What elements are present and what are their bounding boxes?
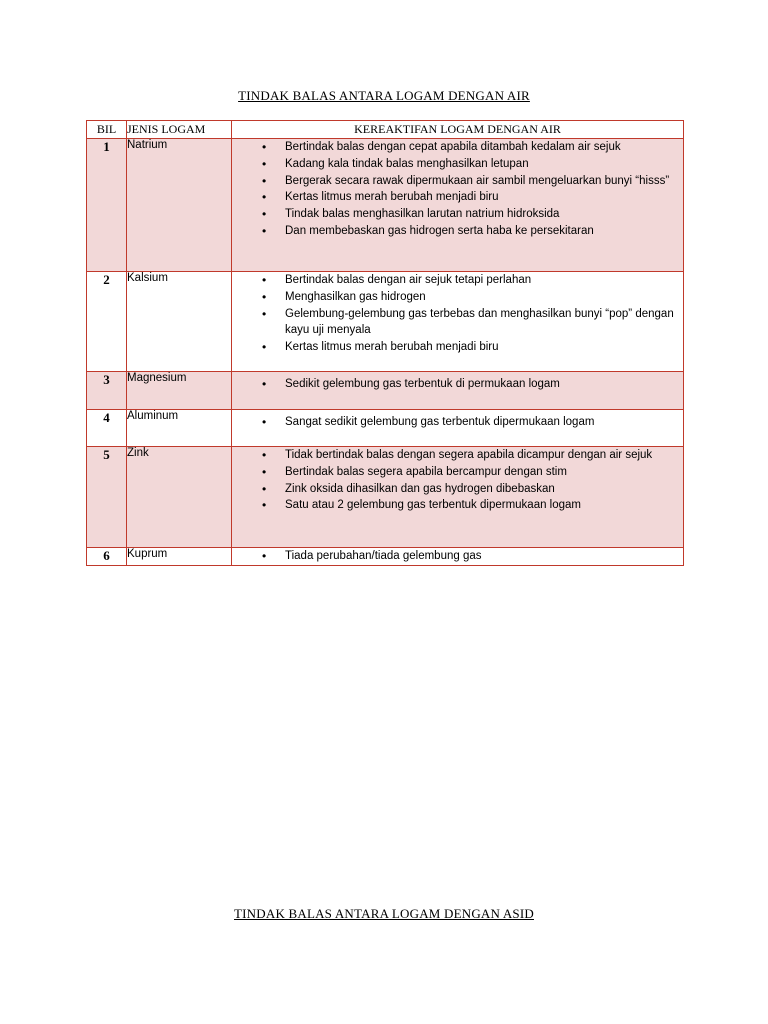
row-number: 1 — [87, 139, 127, 272]
row-number: 2 — [87, 272, 127, 372]
row-number: 3 — [87, 372, 127, 410]
reactivity-cell — [232, 139, 684, 272]
reactivity-table — [86, 120, 684, 566]
reactivity-list — [232, 376, 683, 393]
table-row — [87, 548, 684, 566]
table-row — [87, 272, 684, 372]
list-item: • Satu atau 2 gelembung gas terbentuk dipermukaan logam — [232, 497, 677, 514]
metal-name: Aluminum — [127, 410, 232, 447]
table-header-row — [87, 121, 684, 139]
header-kereaktifan: KEREAKTIFAN LOGAM DENGAN AIR — [232, 121, 684, 139]
reactivity-cell — [232, 272, 684, 372]
row-number: 6 — [87, 548, 127, 566]
reactivity-cell — [232, 548, 684, 566]
reactivity-cell — [232, 372, 684, 410]
list-item: • Tindak balas menghasilkan larutan natrium hidroksida — [232, 206, 677, 223]
table-row — [87, 372, 684, 410]
reactivity-list — [232, 272, 683, 356]
list-item: • Kertas litmus merah berubah menjadi biru — [232, 339, 677, 356]
list-item: • Tidak bertindak balas dengan segera apabila dicampur dengan air sejuk — [232, 447, 677, 464]
reactivity-list — [232, 414, 683, 431]
list-item: • Bertindak balas dengan air sejuk tetapi perlahan — [232, 272, 677, 289]
reactivity-list — [232, 548, 683, 565]
table-row — [87, 410, 684, 447]
list-item: • Bertindak balas dengan cepat apabila ditambah kedalam air sejuk — [232, 139, 677, 156]
list-item: • Bergerak secara rawak dipermukaan air sambil mengeluarkan bunyi “hisss” — [232, 173, 677, 190]
reactivity-cell — [232, 447, 684, 548]
list-item: • Zink oksida dihasilkan dan gas hydrogen dibebaskan — [232, 481, 677, 498]
metal-name: Zink — [127, 447, 232, 548]
list-item: • Sangat sedikit gelembung gas terbentuk dipermukaan logam — [232, 414, 677, 431]
header-bil: BIL — [87, 121, 127, 139]
metal-name: Kalsium — [127, 272, 232, 372]
list-item: • Gelembung-gelembung gas terbebas dan menghasilkan bunyi “pop” dengan kayu uji menyala — [232, 306, 677, 340]
list-item: • Tiada perubahan/tiada gelembung gas — [232, 548, 677, 565]
list-item: • Dan membebaskan gas hidrogen serta haba ke persekitaran — [232, 223, 677, 240]
metal-name: Kuprum — [127, 548, 232, 566]
reactivity-cell — [232, 410, 684, 447]
reactivity-list — [232, 447, 683, 514]
metal-name: Magnesium — [127, 372, 232, 410]
list-item: • Kertas litmus merah berubah menjadi biru — [232, 189, 677, 206]
reactivity-list — [232, 139, 683, 240]
table-row — [87, 447, 684, 548]
list-item: • Bertindak balas segera apabila bercampur dengan stim — [232, 464, 677, 481]
metal-name: Natrium — [127, 139, 232, 272]
list-item: • Menghasilkan gas hidrogen — [232, 289, 677, 306]
row-number: 4 — [87, 410, 127, 447]
page-title-air: TINDAK BALAS ANTARA LOGAM DENGAN AIR — [238, 88, 530, 103]
row-number: 5 — [87, 447, 127, 548]
list-item: • Sedikit gelembung gas terbentuk di permukaan logam — [232, 376, 677, 393]
list-item: • Kadang kala tindak balas menghasilkan letupan — [232, 156, 677, 173]
page-title-asid: TINDAK BALAS ANTARA LOGAM DENGAN ASID — [234, 906, 534, 921]
header-jenis-logam: JENIS LOGAM — [127, 121, 232, 139]
table-row — [87, 139, 684, 272]
